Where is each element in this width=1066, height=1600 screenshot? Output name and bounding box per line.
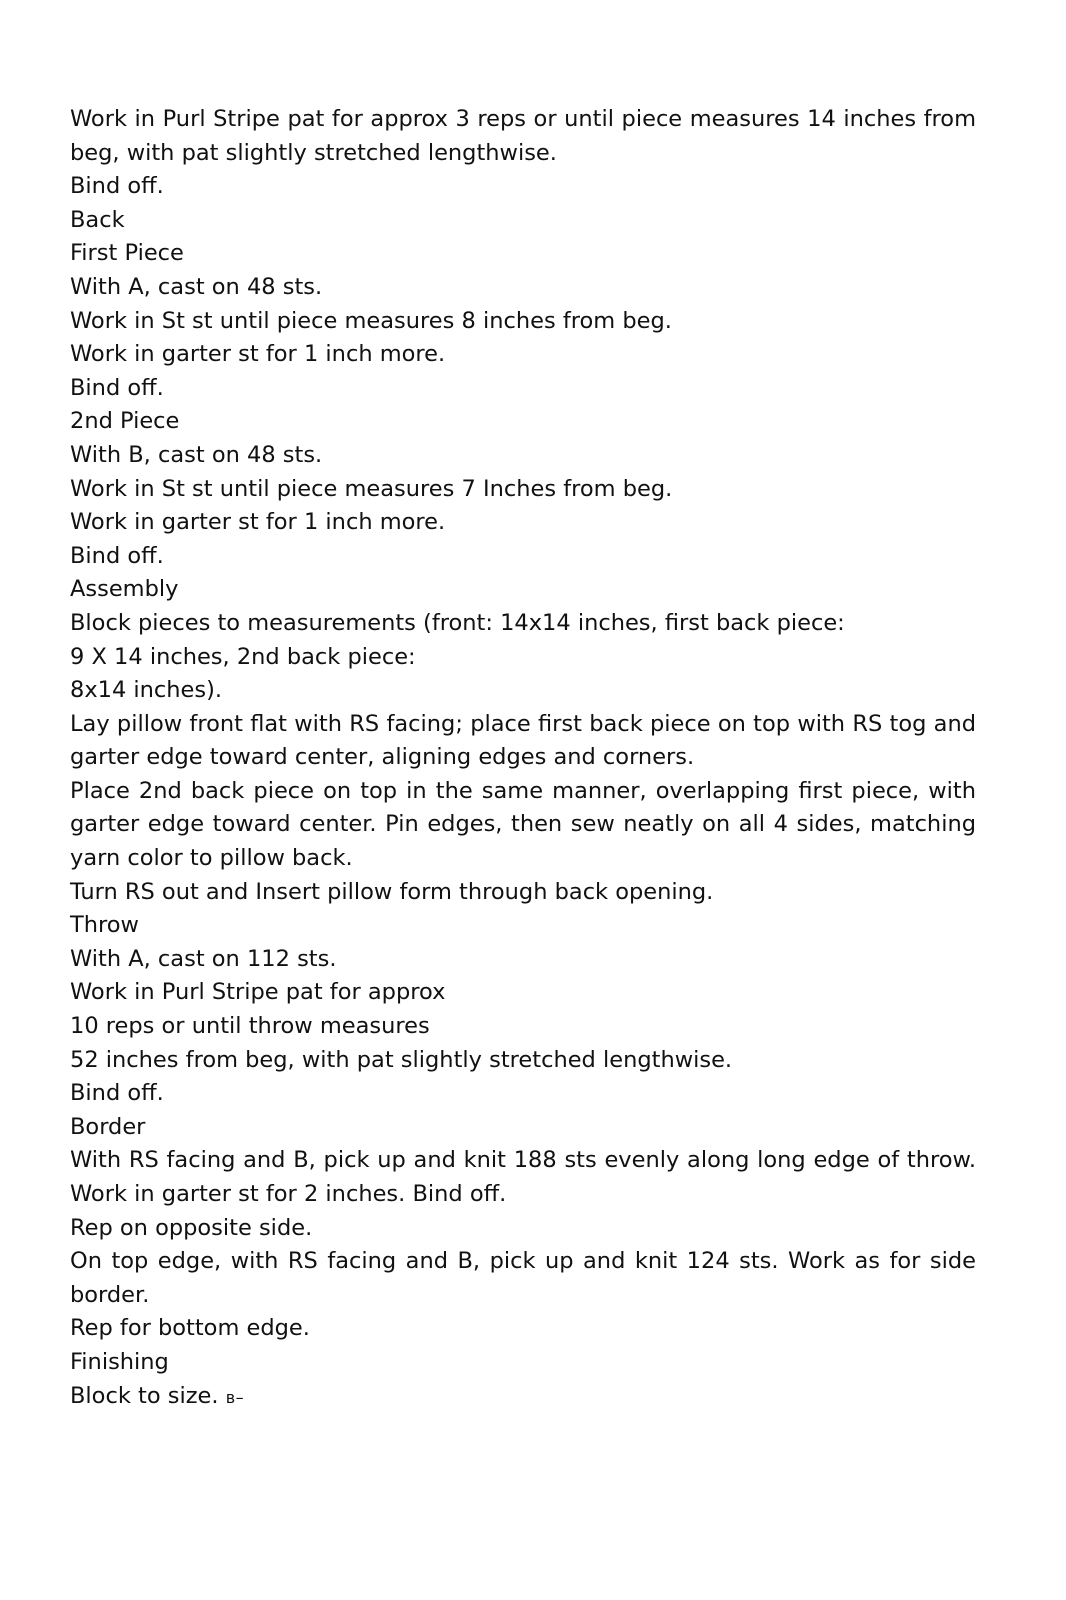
section-heading: 2nd Piece: [70, 408, 180, 435]
text-line: Bind off.: [70, 374, 164, 401]
text-line: Rep on opposite side.: [70, 1214, 313, 1241]
text-line: 8x14 inches).: [70, 677, 223, 704]
text-line: 10 reps or until throw measures: [70, 1013, 430, 1040]
text-line: Rep for bottom edge.: [70, 1315, 310, 1342]
text-paragraph: Lay pillow front flat with RS facing; place first back piece on top with RS tog and garter edge toward center, aligning edges and corners.: [70, 710, 976, 771]
end-mark: в–: [225, 1387, 245, 1407]
text-line: Work in St st until piece measures 7 Inches from beg.: [70, 475, 673, 502]
text-paragraph: With RS facing and B, pick up and knit 188 sts evenly along long edge of throw. Work in garter st for 2 inches. Bind off.: [70, 1147, 976, 1207]
text-line: Work in garter st for 1 inch more.: [70, 341, 446, 368]
section-heading: First Piece: [70, 240, 184, 267]
text-line: Work in garter st for 1 inch more.: [70, 509, 446, 536]
text-line: Bind off.: [70, 542, 164, 569]
text-line: Block pieces to measurements (front: 14x14 inches, first back piece:: [70, 609, 845, 636]
section-heading: Border: [70, 1113, 146, 1140]
text-line: Work in Purl Stripe pat for approx: [70, 979, 446, 1006]
text-line: Turn RS out and Insert pillow form through back opening.: [70, 878, 714, 905]
text-line: 9 X 14 inches, 2nd back piece:: [70, 643, 416, 670]
document-page: [70, 103, 976, 1414]
text-line: Work in St st until piece measures 8 inches from beg.: [70, 307, 672, 334]
section-heading: Assembly: [70, 576, 179, 603]
text-line: With A, cast on 112 sts.: [70, 945, 337, 972]
section-heading: Back: [70, 206, 125, 233]
section-heading: Throw: [70, 912, 139, 939]
text-line: Bind off.: [70, 1080, 164, 1107]
text-line: 52 inches from beg, with pat slightly stretched lengthwise.: [70, 1046, 733, 1073]
final-line: [70, 1380, 976, 1415]
section-heading: Finishing: [70, 1348, 169, 1375]
text-line: Bind off.: [70, 173, 164, 200]
final-line-text: Block to size.: [70, 1382, 219, 1409]
text-line: With B, cast on 48 sts.: [70, 441, 323, 468]
text-paragraph: On top edge, with RS facing and B, pick up and knit 124 sts. Work as for side border.: [70, 1248, 976, 1308]
text-paragraph: Work in Purl Stripe pat for approx 3 reps or until piece measures 14 inches from beg, with pat slightly stretched lengthwise.: [70, 106, 976, 166]
text-paragraph: Place 2nd back piece on top in the same manner, overlapping first piece, with garter edge toward center. Pin edges, then sew neatly on all 4 sides, matching yarn color to pillow back.: [70, 777, 976, 872]
text-line: With A, cast on 48 sts.: [70, 273, 323, 300]
